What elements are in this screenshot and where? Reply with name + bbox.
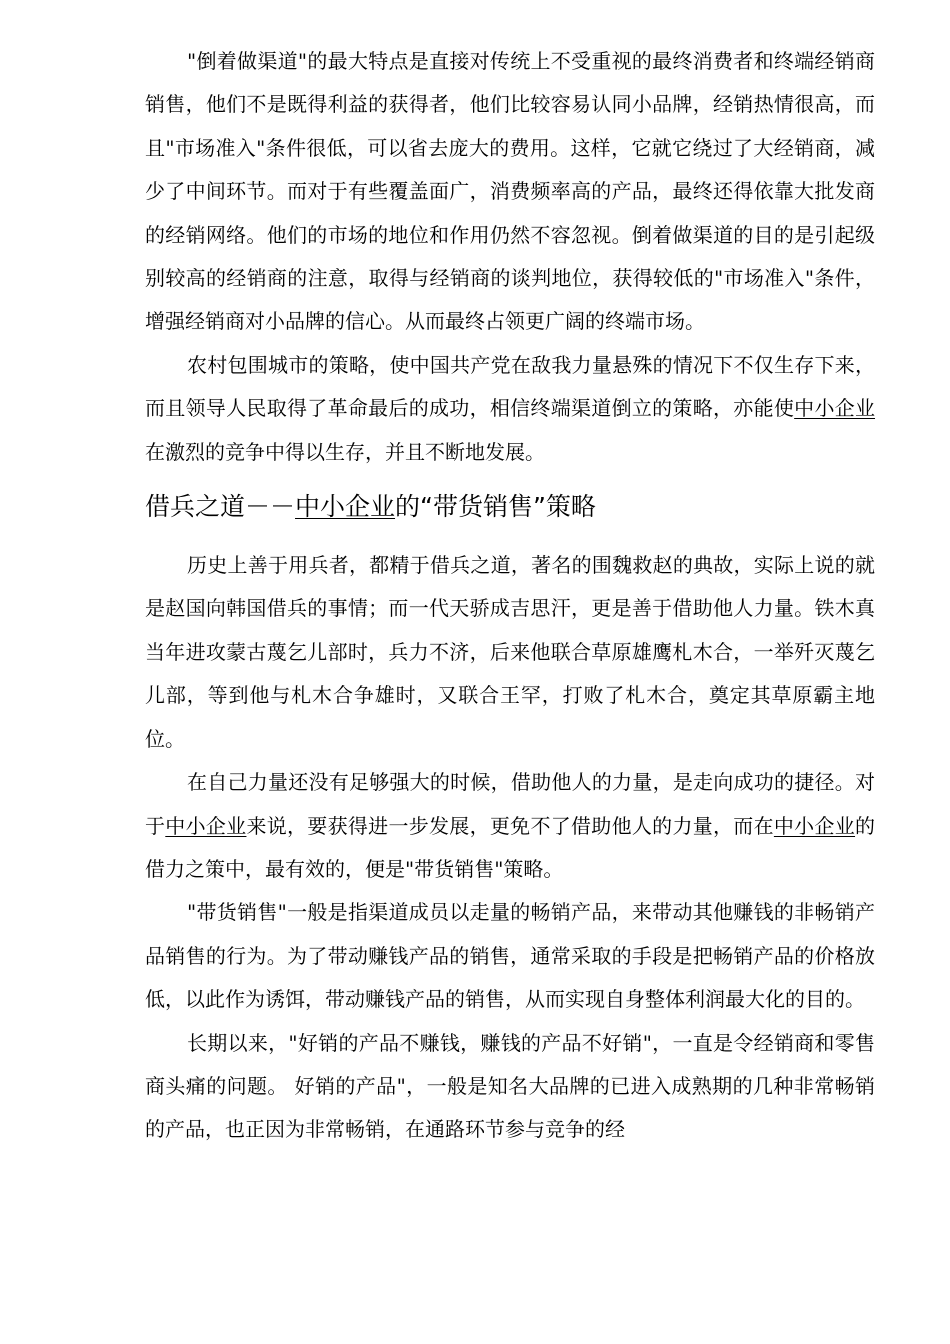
sme-link[interactable]: 中小企业 — [794, 396, 876, 421]
paragraph-rural-strategy — [145, 344, 875, 474]
paragraph-bundled-sales-definition: "带货销售"一般是指渠道成员以走量的畅销产品，来带动其他赚钱的非畅销产品销售的行为。为了带动赚钱产品的销售，通常采取的手段是把畅销产品的价格放低，以此作为诱饵，带动赚钱产品的销售，从而实现自身整体利润最大化的目的。 — [145, 900, 875, 1012]
paragraph-text: 在自己力量还没有足够强大的时候，借助他人的力量，是走向成功的捷径。对于 — [145, 770, 875, 838]
sme-link[interactable]: 中小企业 — [773, 813, 856, 838]
paragraph-long-term-problem: 长期以来，"好销的产品不赚钱，赚钱的产品不好销"，一直是令经销商和零售商头痛的问题。 好销的产品"，一般是知名大品牌的已进入成熟期的几种非常畅销的产品，也正因为非常畅销，在通路环节参与竞争的经 — [145, 1030, 875, 1142]
heading-text: 的“带货销售”策略 — [395, 492, 596, 522]
document-page — [145, 40, 875, 1152]
paragraph-text: 在激烈的竞争中得以生存，并且不断地发展。 — [145, 439, 545, 464]
paragraph-history: 历史上善于用兵者，都精于借兵之道，著名的围魏救赵的典故，实际上说的就是赵国向韩国借兵的事情；而一代天骄成吉思汗，更是善于借助他人力量。铁木真当年进攻蒙古蔑乞儿部时，兵力不济，后来他联合草原雄鹰札木合，一举歼灭蔑乞儿部，等到他与札木合争雄时，又联合王罕，打败了札木合，奠定其草原霸主地位。 — [145, 553, 875, 751]
paragraph-text: 的借力之策中，最有效的，便是"带货销售"策略。 — [145, 813, 876, 881]
sme-link[interactable]: 中小企业 — [295, 492, 396, 522]
paragraph-text: 农村包围城市的策略，使中国共产党在敌我力量悬殊的情况下不仅生存下来，而且领导人民取得了革命最后的成功，相信终端渠道倒立的策略，亦能使 — [145, 352, 875, 421]
paragraph-reverse-channel: "倒着做渠道"的最大特点是直接对传统上不受重视的最终消费者和终端经销商销售，他们不是既得利益的获得者，他们比较容易认同小品牌，经销热情很高，而且"市场准入"条件很低，可以省去庞大的费用。这样，它就它绕过了大经销商，减少了中间环节。而对于有些覆盖面广，消费频率高的产品，最终还得依靠大批发商的经销网络。他们的市场的地位和作用仍然不容忽视。倒着做渠道的目的是引起级别较高的经销商的注意，取得与经销商的谈判地位，获得较低的"市场准入"条件，增强经销商对小品牌的信心。从而最终占领更广阔的终端市场。 — [145, 49, 875, 334]
paragraph-text: 来说，要获得进一步发展，更免不了借助他人的力量，而在 — [246, 813, 774, 838]
paragraph-borrow-strength — [145, 761, 875, 891]
sme-link[interactable]: 中小企业 — [165, 813, 247, 838]
heading-text: 借兵之道－－ — [145, 492, 296, 522]
section-heading — [145, 486, 875, 528]
